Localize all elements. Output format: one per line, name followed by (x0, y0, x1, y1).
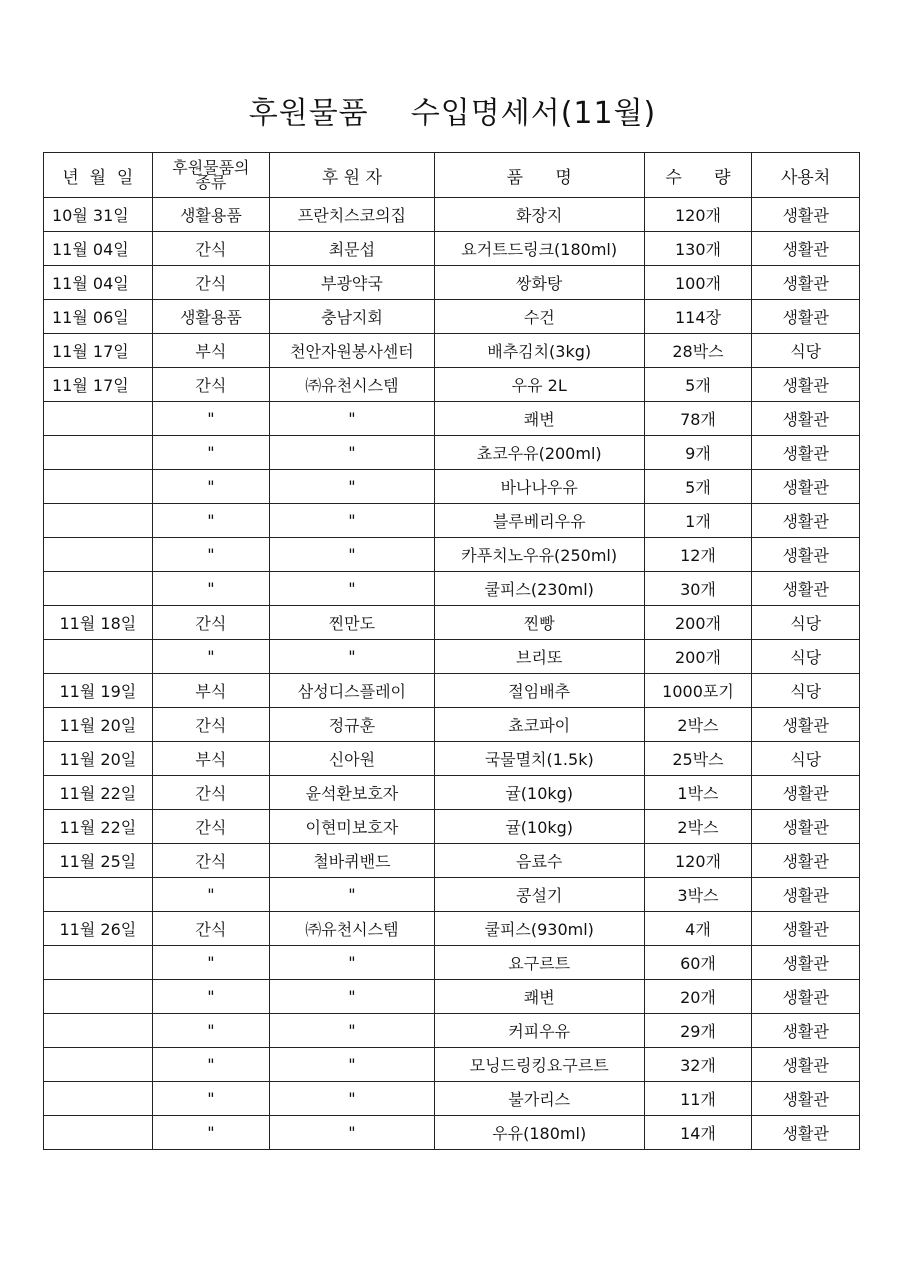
cell-use: 생활관 (752, 1082, 860, 1116)
table-row (44, 1116, 860, 1150)
header-date: 년 월 일 (44, 153, 153, 198)
cell-date (44, 402, 153, 436)
cell-item: 우유 2L (434, 368, 644, 402)
cell-category: 간식 (152, 606, 269, 640)
cell-item: 브리또 (434, 640, 644, 674)
table-row (44, 640, 860, 674)
cell-item: 화장지 (434, 198, 644, 232)
cell-date: 11월 04일 (44, 266, 153, 300)
cell-item: 쾌변 (434, 980, 644, 1014)
cell-use: 생활관 (752, 198, 860, 232)
cell-use: 생활관 (752, 300, 860, 334)
cell-date: 10월 31일 (44, 198, 153, 232)
cell-use: 생활관 (752, 946, 860, 980)
table-row (44, 742, 860, 776)
cell-donor: " (270, 470, 435, 504)
cell-donor: " (270, 572, 435, 606)
cell-category: " (152, 470, 269, 504)
cell-donor: 철바퀴밴드 (270, 844, 435, 878)
cell-item: 우유(180ml) (434, 1116, 644, 1150)
cell-item: 찐빵 (434, 606, 644, 640)
cell-date: 11월 17일 (44, 334, 153, 368)
cell-use: 생활관 (752, 368, 860, 402)
cell-quantity: 130개 (644, 232, 752, 266)
cell-quantity: 11개 (644, 1082, 752, 1116)
cell-use: 식당 (752, 606, 860, 640)
cell-donor: " (270, 1082, 435, 1116)
cell-date (44, 504, 153, 538)
table-row (44, 470, 860, 504)
cell-use: 식당 (752, 334, 860, 368)
cell-category: 간식 (152, 810, 269, 844)
cell-date (44, 1116, 153, 1150)
cell-quantity: 1박스 (644, 776, 752, 810)
cell-item: 배추김치(3kg) (434, 334, 644, 368)
cell-category: 부식 (152, 742, 269, 776)
cell-use: 생활관 (752, 912, 860, 946)
table-row (44, 198, 860, 232)
cell-date (44, 878, 153, 912)
table-row (44, 436, 860, 470)
cell-use: 생활관 (752, 980, 860, 1014)
cell-use: 생활관 (752, 436, 860, 470)
cell-category: " (152, 504, 269, 538)
cell-quantity: 5개 (644, 470, 752, 504)
table-row (44, 232, 860, 266)
header-quantity: 수 량 (644, 153, 752, 198)
cell-donor: ㈜유천시스템 (270, 368, 435, 402)
cell-quantity: 4개 (644, 912, 752, 946)
cell-donor: " (270, 402, 435, 436)
cell-use: 식당 (752, 742, 860, 776)
cell-use: 생활관 (752, 708, 860, 742)
cell-category: " (152, 402, 269, 436)
table-header (44, 153, 860, 198)
cell-category: " (152, 640, 269, 674)
cell-donor: " (270, 436, 435, 470)
table-row (44, 606, 860, 640)
table-body (44, 198, 860, 1150)
cell-use: 생활관 (752, 504, 860, 538)
cell-donor: 프란치스코의집 (270, 198, 435, 232)
cell-item: 수건 (434, 300, 644, 334)
cell-category: 부식 (152, 334, 269, 368)
cell-item: 쌍화탕 (434, 266, 644, 300)
cell-category: " (152, 980, 269, 1014)
table-row (44, 946, 860, 980)
cell-use: 식당 (752, 640, 860, 674)
cell-quantity: 2박스 (644, 810, 752, 844)
cell-date (44, 640, 153, 674)
cell-date (44, 572, 153, 606)
cell-quantity: 100개 (644, 266, 752, 300)
cell-donor: " (270, 538, 435, 572)
cell-category: 간식 (152, 232, 269, 266)
cell-category: " (152, 946, 269, 980)
cell-donor: 삼성디스플레이 (270, 674, 435, 708)
cell-category: " (152, 1014, 269, 1048)
cell-category: 간식 (152, 776, 269, 810)
cell-date: 11월 06일 (44, 300, 153, 334)
cell-category: " (152, 1116, 269, 1150)
cell-donor: " (270, 946, 435, 980)
cell-date: 11월 17일 (44, 368, 153, 402)
cell-quantity: 14개 (644, 1116, 752, 1150)
cell-donor: 최문섭 (270, 232, 435, 266)
table-row (44, 674, 860, 708)
cell-donor: ㈜유천시스템 (270, 912, 435, 946)
table-row (44, 1082, 860, 1116)
cell-quantity: 25박스 (644, 742, 752, 776)
cell-use: 생활관 (752, 844, 860, 878)
cell-donor: " (270, 640, 435, 674)
page-title: 후원물품 수입명세서(11월) (248, 96, 657, 131)
cell-date (44, 1014, 153, 1048)
cell-quantity: 78개 (644, 402, 752, 436)
cell-date: 11월 22일 (44, 810, 153, 844)
cell-donor: 윤석환보호자 (270, 776, 435, 810)
table-row (44, 572, 860, 606)
cell-donor: 이현미보호자 (270, 810, 435, 844)
cell-quantity: 3박스 (644, 878, 752, 912)
cell-date (44, 946, 153, 980)
cell-use: 생활관 (752, 776, 860, 810)
cell-category: " (152, 572, 269, 606)
cell-category: " (152, 436, 269, 470)
cell-donor: " (270, 980, 435, 1014)
table-row (44, 266, 860, 300)
cell-date: 11월 19일 (44, 674, 153, 708)
cell-donor: " (270, 1048, 435, 1082)
cell-category: " (152, 1082, 269, 1116)
cell-quantity: 5개 (644, 368, 752, 402)
cell-category: 생활용품 (152, 198, 269, 232)
cell-date (44, 470, 153, 504)
cell-category: 간식 (152, 912, 269, 946)
cell-use: 생활관 (752, 232, 860, 266)
cell-category: " (152, 878, 269, 912)
table-row (44, 912, 860, 946)
cell-use: 생활관 (752, 1014, 860, 1048)
cell-date: 11월 22일 (44, 776, 153, 810)
cell-item: 커피우유 (434, 1014, 644, 1048)
cell-donor: 충남지회 (270, 300, 435, 334)
header-item: 품 명 (434, 153, 644, 198)
cell-date (44, 538, 153, 572)
cell-date: 11월 26일 (44, 912, 153, 946)
table-row (44, 538, 860, 572)
header-use: 사용처 (752, 153, 860, 198)
cell-quantity: 1000포기 (644, 674, 752, 708)
cell-quantity: 120개 (644, 198, 752, 232)
cell-quantity: 120개 (644, 844, 752, 878)
cell-use: 식당 (752, 674, 860, 708)
header-row (44, 153, 860, 198)
cell-item: 콩설기 (434, 878, 644, 912)
cell-date: 11월 20일 (44, 742, 153, 776)
cell-item: 모닝드링킹요구르트 (434, 1048, 644, 1082)
cell-item: 불가리스 (434, 1082, 644, 1116)
cell-quantity: 30개 (644, 572, 752, 606)
table-row (44, 708, 860, 742)
cell-category: 간식 (152, 708, 269, 742)
cell-item: 쵸코우유(200ml) (434, 436, 644, 470)
cell-category: 간식 (152, 266, 269, 300)
cell-item: 귤(10kg) (434, 810, 644, 844)
cell-quantity: 60개 (644, 946, 752, 980)
cell-item: 쾌변 (434, 402, 644, 436)
cell-quantity: 2박스 (644, 708, 752, 742)
cell-quantity: 32개 (644, 1048, 752, 1082)
cell-item: 국물멸치(1.5k) (434, 742, 644, 776)
cell-quantity: 9개 (644, 436, 752, 470)
cell-item: 카푸치노우유(250ml) (434, 538, 644, 572)
cell-date (44, 1048, 153, 1082)
cell-donor: 천안자원봉사센터 (270, 334, 435, 368)
cell-use: 생활관 (752, 1116, 860, 1150)
cell-use: 생활관 (752, 810, 860, 844)
cell-donor: " (270, 1116, 435, 1150)
cell-category: 간식 (152, 368, 269, 402)
cell-item: 쿨피스(930ml) (434, 912, 644, 946)
cell-category: 부식 (152, 674, 269, 708)
cell-donor: " (270, 1014, 435, 1048)
table-row (44, 1014, 860, 1048)
cell-item: 블루베리우유 (434, 504, 644, 538)
cell-date (44, 1082, 153, 1116)
cell-quantity: 20개 (644, 980, 752, 1014)
table-row (44, 878, 860, 912)
cell-item: 절임배추 (434, 674, 644, 708)
cell-item: 귤(10kg) (434, 776, 644, 810)
table-row (44, 980, 860, 1014)
cell-category: " (152, 538, 269, 572)
cell-quantity: 200개 (644, 606, 752, 640)
header-category: 후원물품의 종류 (152, 153, 269, 198)
cell-use: 생활관 (752, 572, 860, 606)
cell-item: 쵸코파이 (434, 708, 644, 742)
cell-donor: 찐만도 (270, 606, 435, 640)
cell-quantity: 200개 (644, 640, 752, 674)
table-row (44, 300, 860, 334)
cell-quantity: 12개 (644, 538, 752, 572)
cell-date: 11월 25일 (44, 844, 153, 878)
cell-use: 생활관 (752, 402, 860, 436)
table-row (44, 776, 860, 810)
cell-date (44, 980, 153, 1014)
cell-category: " (152, 1048, 269, 1082)
cell-donor: " (270, 504, 435, 538)
cell-item: 요거트드링크(180ml) (434, 232, 644, 266)
table-row (44, 402, 860, 436)
cell-use: 생활관 (752, 1048, 860, 1082)
cell-use: 생활관 (752, 878, 860, 912)
table-row (44, 334, 860, 368)
cell-date: 11월 20일 (44, 708, 153, 742)
cell-use: 생활관 (752, 470, 860, 504)
cell-quantity: 1개 (644, 504, 752, 538)
cell-donor: " (270, 878, 435, 912)
cell-item: 음료수 (434, 844, 644, 878)
cell-item: 바나나우유 (434, 470, 644, 504)
cell-quantity: 114장 (644, 300, 752, 334)
cell-use: 생활관 (752, 266, 860, 300)
table-row (44, 1048, 860, 1082)
donation-receipt-table (43, 152, 860, 1150)
table-row (44, 844, 860, 878)
header-donor: 후 원 자 (270, 153, 435, 198)
cell-item: 요구르트 (434, 946, 644, 980)
cell-donor: 정규훈 (270, 708, 435, 742)
cell-quantity: 28박스 (644, 334, 752, 368)
cell-item: 쿨피스(230ml) (434, 572, 644, 606)
cell-donor: 부광약국 (270, 266, 435, 300)
cell-donor: 신아원 (270, 742, 435, 776)
cell-date: 11월 04일 (44, 232, 153, 266)
cell-use: 생활관 (752, 538, 860, 572)
table-row (44, 504, 860, 538)
cell-category: 간식 (152, 844, 269, 878)
cell-date: 11월 18일 (44, 606, 153, 640)
cell-date (44, 436, 153, 470)
table-row (44, 368, 860, 402)
cell-quantity: 29개 (644, 1014, 752, 1048)
cell-category: 생활용품 (152, 300, 269, 334)
table-row (44, 810, 860, 844)
